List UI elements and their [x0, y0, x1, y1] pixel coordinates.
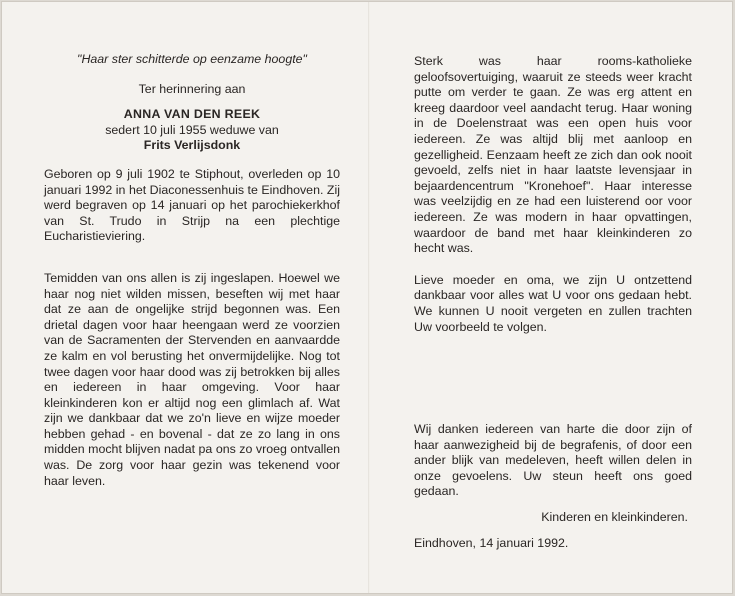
farewell-text: Lieve moeder en oma, we zijn U ontzettend dankbaar voor alles wat U voor ons gedaan hebt. We kunnen U nooit vergeten en zullen trachten Uw voorbeeld te volgen.: [414, 272, 692, 334]
husband-name: Frits Verlijsdonk: [143, 138, 241, 153]
intro: Ter herinnering aan: [138, 81, 246, 96]
faith-text: Sterk was haar rooms-katholieke geloofsovertuiging, waaruit ze steeds weer kracht putte om verder te gaan. Ze was erg attent en kreeg daardoor veel aandacht terug. Haar woning in de Doelenstraat was een open huis voor iedereen. Ze was altijd blij met aanloop en gezelligheid. Eenzaam heeft ze zich dan ook nooit gevoeld, zelfs niet in haar laatste levensjaar in bejaardencentrum "Kronehoef". Haar interesse was veelzijdig en ze had een luisterend oor voor iedereen. Ze was modern in haar opvattingen, waardoor de band met haar kleinkinderen zo hecht was.: [414, 54, 692, 256]
card-fold: [368, 2, 370, 593]
left-panel: [44, 52, 340, 489]
thanks-text: Wij danken iedereen van harte die door zijn of haar aanwezigheid bij de begrafenis, of door een ander blijk van medeleven, heeft willen delen in onze gevoelens. Uw steun heeft ons goed gedaan.: [414, 422, 692, 499]
biography: Geboren op 9 juli 1902 te Stiphout, overleden op 10 januari 1992 in het Diaconessenhuis te Eindhoven. Zij werd begraven op 14 januari op het parochiekerkhof van St. Trudo in Strijp na een plechtige Eucharistieviering.: [44, 166, 340, 244]
place-date: Eindhoven, 14 januari 1992.: [414, 535, 569, 550]
widow-line: sedert 10 juli 1955 weduwe van: [105, 122, 279, 137]
signature: Kinderen en kleinkinderen.: [541, 510, 688, 525]
right-panel: [414, 54, 692, 551]
deceased-name: ANNA VAN DEN REEK: [123, 107, 261, 122]
memorial-card: [2, 2, 732, 593]
memorial-text: Temidden van ons allen is zij ingeslapen. Hoewel we haar nog niet wilden missen, beseften wij met haar dat ze aan de ongelijke strijd begonnen was. Een drietal dagen voor haar heengaan werd ze voorzien van de Sacramenten der Stervenden en aanvaardde ze kalm en vol berusting het onvermijdelijke. Nog tot twee dagen voor haar dood was zij betrokken bij alles en iedereen in haar omgeving. Voor haar kleinkinderen kon er altijd nog een glimlach af. Wat zijn we dankbaar dat we zo'n lieve en wijze moeder hebben gehad - en bovenal - dat ze zo lang in ons midden mocht blijven nadat pa ons zo vroeg ontvallen was. De zorg voor haar gezin was tekenend voor haar leven.: [44, 270, 340, 488]
quote: "Haar ster schitterde op eenzame hoogte": [77, 52, 307, 66]
